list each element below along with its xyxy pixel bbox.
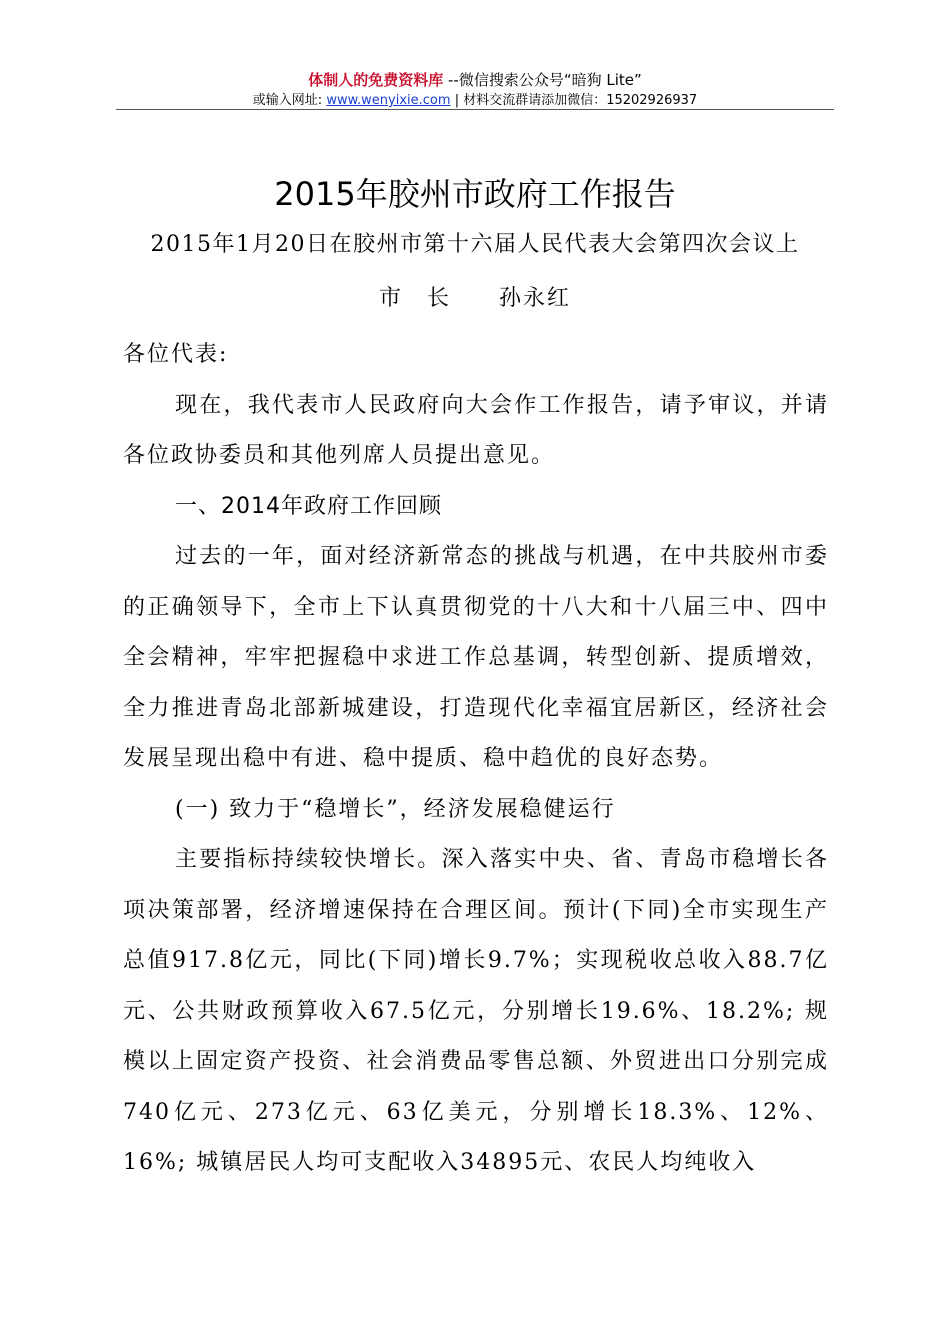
paragraph-intro: 现在，我代表市人民政府向大会作工作报告，请予审议，并请各位政协委员和其他列席人员提出意见。 [123,392,829,468]
header-divider [116,109,834,110]
document-speaker: 市 长 孙永红 [378,286,571,311]
header-contact: | 材料交流群请添加微信：15202926937 [454,93,698,108]
header-brand-suffix: --微信搜索公众号“暗狗 Lite” [448,71,642,89]
salutation: 各位代表: [123,342,229,367]
document-title: 2015年胶州市政府工作报告 [274,175,676,213]
page-header [0,70,950,110]
header-line-2 [0,92,950,110]
header-line-1 [0,70,950,90]
document-body [123,330,829,1189]
paragraph-indicators: 主要指标持续较快增长。深入落实中央、省、青岛市稳增长各项决策部署，经济增速保持在合理区间。预计(下同)全市实现生产总值917.8亿元，同比(下同)增长9.7%；实现税收总收入88.7亿元、公共财政预算收入67.5亿元，分别增长19.6%、18.2%; 规模以上固定资产投资、社会消费品零售总额、外贸进出口分别完成740亿元、273亿元、63亿美元，分别增长18.3%、12%、16%; 城镇居民人均可支配收入34895元、农民人均纯收入 [123,847,829,1175]
subsection-heading: (一) 致力于“稳增长”，经济发展稳健运行 [175,796,616,822]
header-brand: 体制人的免费资料库 [308,71,444,89]
document-subtitle: 2015年1月20日在胶州市第十六届人民代表大会第四次会议上 [150,232,800,257]
header-url-prefix: 或输入网址: [252,93,323,108]
section-heading: 一、2014年政府工作回顾 [175,493,442,519]
paragraph-review: 过去的一年，面对经济新常态的挑战与机遇，在中共胶州市委的正确领导下，全市上下认真贯彻党的十八大和十八届三中、四中全会精神，牢牢把握稳中求进工作总基调，转型创新、提质增效，全力推进青岛北部新城建设，打造现代化幸福宜居新区，经济社会发展呈现出稳中有进、稳中提质、稳中趋优的良好态势。 [123,544,829,771]
header-url-link[interactable]: www.wenyixie.com [326,93,451,108]
